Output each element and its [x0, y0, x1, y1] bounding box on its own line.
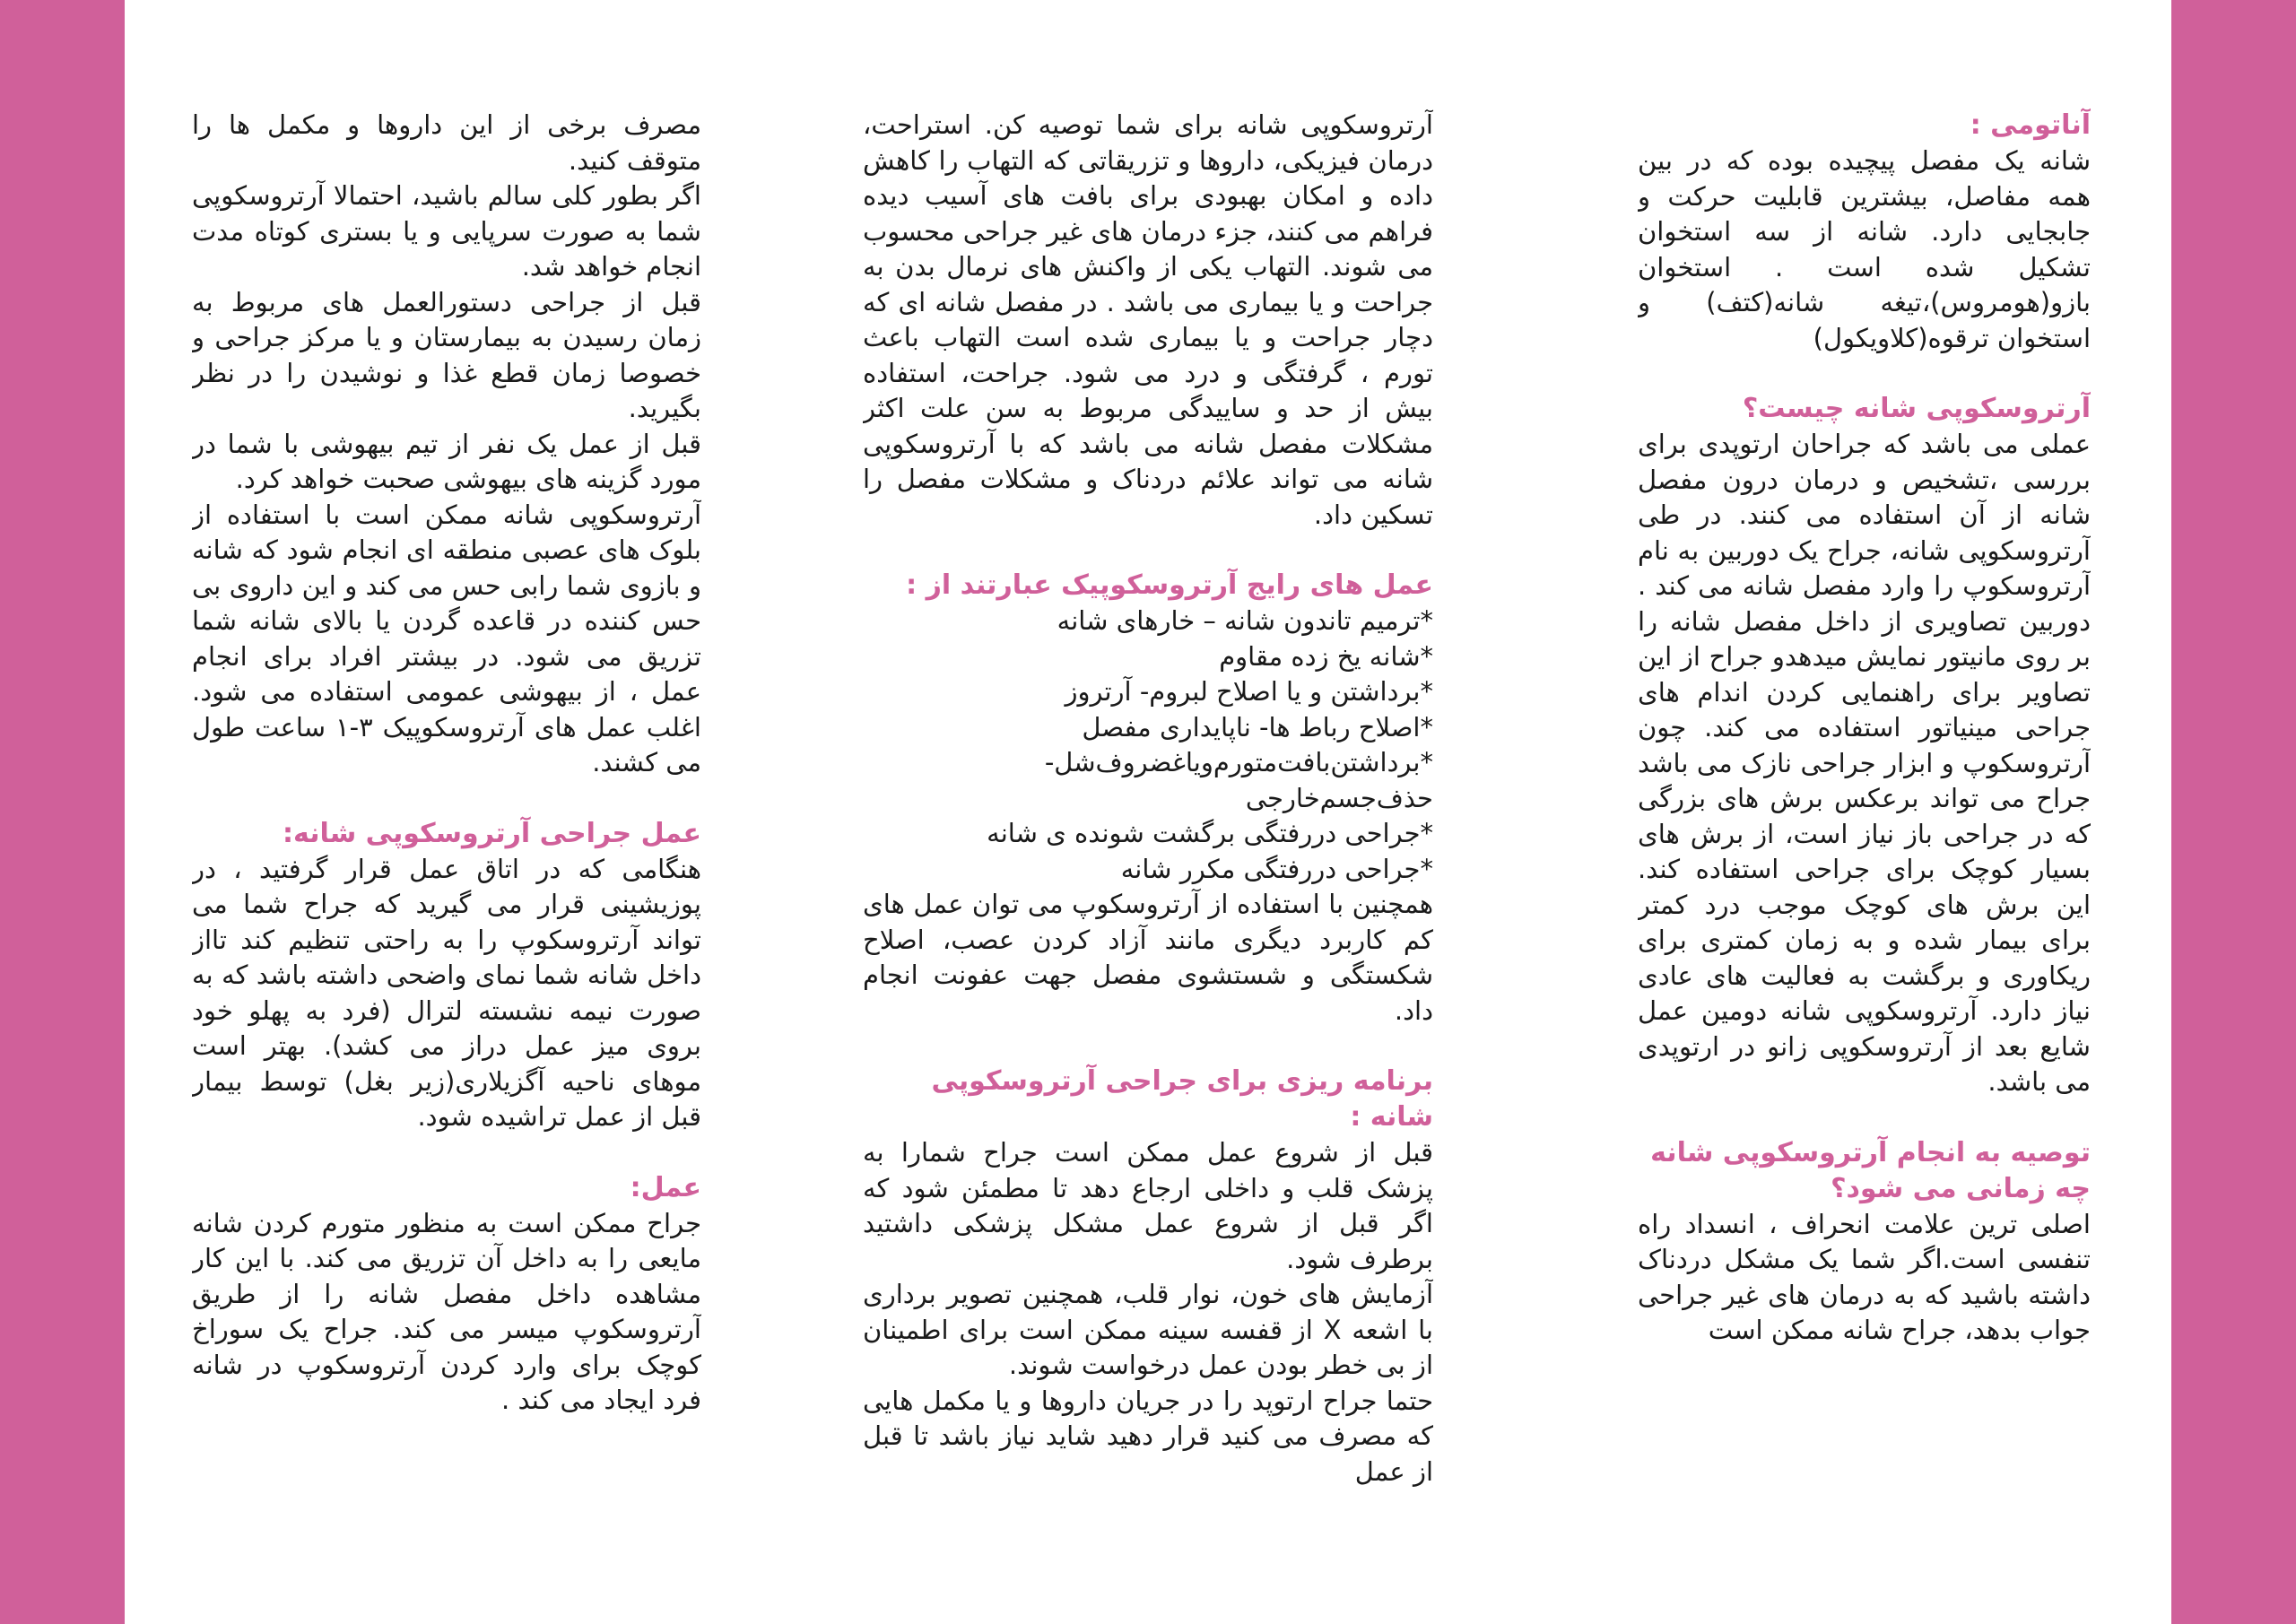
- paragraph-when-recommended: اصلی ترین علامت انحراف ، انسداد راه تنفسی است.اگر شما یک مشکل دردناک داشته باشید که به درمان های غیر جراحی جواب بدهد، جراح شانه ممکن است: [1638, 1208, 2091, 1345]
- heading-common-procedures: عمل های رایج آرتروسکوپیک عبارتند از :: [906, 569, 1433, 601]
- heading-arthroscopy-surgery: عمل جراحی آرتروسکوپی شانه:: [283, 817, 701, 849]
- right-decorative-band: [2171, 0, 2296, 1624]
- left-decorative-band: [0, 0, 125, 1624]
- column-procedures: [863, 108, 1433, 1489]
- list-item: *شانه یخ زده مقاوم: [1219, 640, 1433, 672]
- list-item: *ترمیم تاندون شانه – خارهای شانه: [1057, 605, 1433, 636]
- paragraph-what-is-arthroscopy: عملی می باشد که جراحان ارتوپدی برای بررسی ،تشخیص و درمان درون مفصل شانه از آن استفاده می کنند. در طی آرتروسکوپی شانه، جراح یک دوربین به نام آرتروسکوپ را وارد مفصل شانه می کند . دوربین تصاویری از داخل مفصل شانه را بر روی مانیتور نمایش میدهدو جراح از این تصاویر برای راهنمایی کردن اندام های جراحی مینیاتور استفاده می کند. چون آرتروسکوپ و ابزار جراحی نازک می باشد جراح می تواند برعکس برش های بزرگی که در جراحی باز نیاز است، از برش های بسیار کوچک برای جراحی استفاده کند. این برش های کوچک موجب درد کمتر برای بیمار شده و به زمان کمتری برای ریکاوری و برگشت به فعالیت های عادی نیاز دارد. آرتروسکوپی شانه دومین عمل شایع بعد از آرتروسکوپی زانو در ارتوپدی می باشد.: [1638, 429, 2091, 1097]
- paragraph-planning-referral: قبل از شروع عمل ممکن است جراح شمارا به پزشک قلب و داخلی ارجاع دهد تا مطمئن شود که اگر قبل از شروع عمل مشکل پزشکی داشتید برطرف شود.: [863, 1137, 1433, 1274]
- list-item: *برداشتن‌بافت‌متورم‌ویاغضروف‌شل-حذف‌جسم‌خارجی: [1044, 747, 1433, 813]
- heading-operation: عمل:: [630, 1171, 701, 1203]
- paragraph-planning-tests: آزمایش های خون، نوار قلب، همچنین تصویر برداری با اشعه X از قفسه سینه ممکن است برای اطمینان از بی خطر بودن عمل درخواست شوند.: [863, 1279, 1433, 1380]
- column-anatomy: [1638, 108, 2091, 1349]
- heading-anatomy: آناتومی :: [1970, 109, 2091, 141]
- paragraph-nonsurgical-treatment: آرتروسکوپی شانه برای شما توصیه کن. استراحت، درمان فیزیکی، داروها و تزریقاتی که التهاب را کاهش داده و امکان بهبودی برای بافت های آسیب دیده فراهم می کنند، جزء درمان های غیر جراحی محسوب می شوند. التهاب یکی از واکنش های نرمال بدن به جراحت و یا بیماری می باشد . در مفصل شانه ای که دچار جراحت و یا بیماری شده است التهاب باعث تورم ، گرفتگی و درد می شود. جراحت، استفاده بیش از حد و ساییدگی مربوط به سن علت اکثر مشکلات مفصل شانه می باشد که با آرتروسکوپی شانه می تواند علائم دردناک و مشکلات مفصل را تسکین داد.: [863, 109, 1433, 530]
- paragraph-other-procedures: همچنین با استفاده از آرتروسکوپ می توان عمل های کم کاربرد دیگری مانند آزاد کردن عصب، اصلاح شکستگی و شستشوی مفصل جهت عفونت انجام داد.: [863, 889, 1433, 1026]
- list-item: *جراحی دررفتگی مکرر شانه: [1120, 853, 1433, 884]
- heading-surgery-planning: برنامه ریزی برای جراحی آرتروسکوپی شانه :: [931, 1065, 1433, 1133]
- paragraph-pre-surgery-instructions: قبل از جراحی دستورالعمل های مربوط به زمان رسیدن به بیمارستان و یا مرکز جراحی و خصوصا زمان قطع غذا و نوشیدن را در نظر بگیرید.: [192, 286, 701, 423]
- heading-what-is-arthroscopy: آرتروسکوپی شانه چیست؟: [1742, 393, 2091, 424]
- paragraph-anesthesia-team: قبل از عمل یک نفر از تیم بیهوشی با شما در مورد گزینه های بیهوشی صحبت خواهد کرد.: [192, 428, 701, 494]
- paragraph-stop-medications: مصرف برخی از این داروها و مکمل ها را متوقف کنید.: [192, 109, 701, 176]
- list-item: *برداشتن و یا اصلاح لبروم- آرتروز: [1065, 676, 1433, 707]
- paragraph-positioning: هنگامی که در اتاق عمل قرار گرفتید ، در پوزیشینی قرار می گیرید که جراح شما می تواند آرتروسکوپ را به راحتی تنظیم کند تااز داخل شانه شما نمای واضحی داشته باشد که به صورت نیمه نشسته لترال (فرد به پهلو خود بروی میز عمل دراز می کشد). بهتر است موهای ناحیه آگزیلاری(زیر بغل) توسط بیمار قبل از عمل تراشیده شود.: [192, 853, 701, 1132]
- paragraph-operation: جراح ممکن است به منظور متورم کردن شانه مایعی را به داخل آن تزریق می کند. با این کار مشاهده داخل مفصل شانه را از طریق آرتروسکوپ میسر می کند. جراح یک سوراخ کوچک برای وارد کردن آرتروسکوپ در شانه فرد ایجاد می کند .: [192, 1207, 701, 1415]
- paragraph-planning-medications: حتما جراح ارتوپد را در جریان داروها و یا مکمل هایی که مصرف می کنید قرار دهید شاید نیاز باشد تا قبل از عمل: [863, 1385, 1433, 1487]
- paragraph-outpatient: اگر بطور کلی سالم باشید، احتمالا آرتروسکوپی شما به صورت سرپایی و یا بستری کوتاه مدت انجام خواهد شد.: [192, 180, 701, 282]
- list-common-procedures: [863, 604, 1433, 887]
- list-item: *جراحی دررفتگی برگشت شونده ی شانه: [987, 818, 1433, 848]
- list-item: *اصلاح رباط ها- ناپایداری مفصل: [1082, 711, 1433, 743]
- heading-when-recommended: توصیه به انجام آرتروسکوپی شانه چه زمانی می شود؟: [1650, 1136, 2091, 1204]
- paragraph-nerve-block: آرتروسکوپی شانه ممکن است با استفاده از بلوک های عصبی منطقه ای انجام شود که شانه و بازوی شما رابی حس می کند و این داروی بی حس کننده در قاعده گردن یا بالای شانه شما تزریق می شود. در بیشتر افراد برای انجام عمل ، از بیهوشی عمومی استفاده می شود. اغلب عمل های آرتروسکوپیک ۳-۱ ساعت طول می کشند.: [192, 499, 701, 777]
- column-surgery: [192, 108, 701, 1419]
- paragraph-anatomy: شانه یک مفصل پیچیده بوده که در بین همه مفاصل، بیشترین قابلیت حرکت و جابجایی دارد. شانه از سه استخوان تشکیل شده است . استخوان بازو(هومروس)،تیغه شانه(کتف) و استخوان ترقوه(کلاویکول): [1638, 145, 2091, 353]
